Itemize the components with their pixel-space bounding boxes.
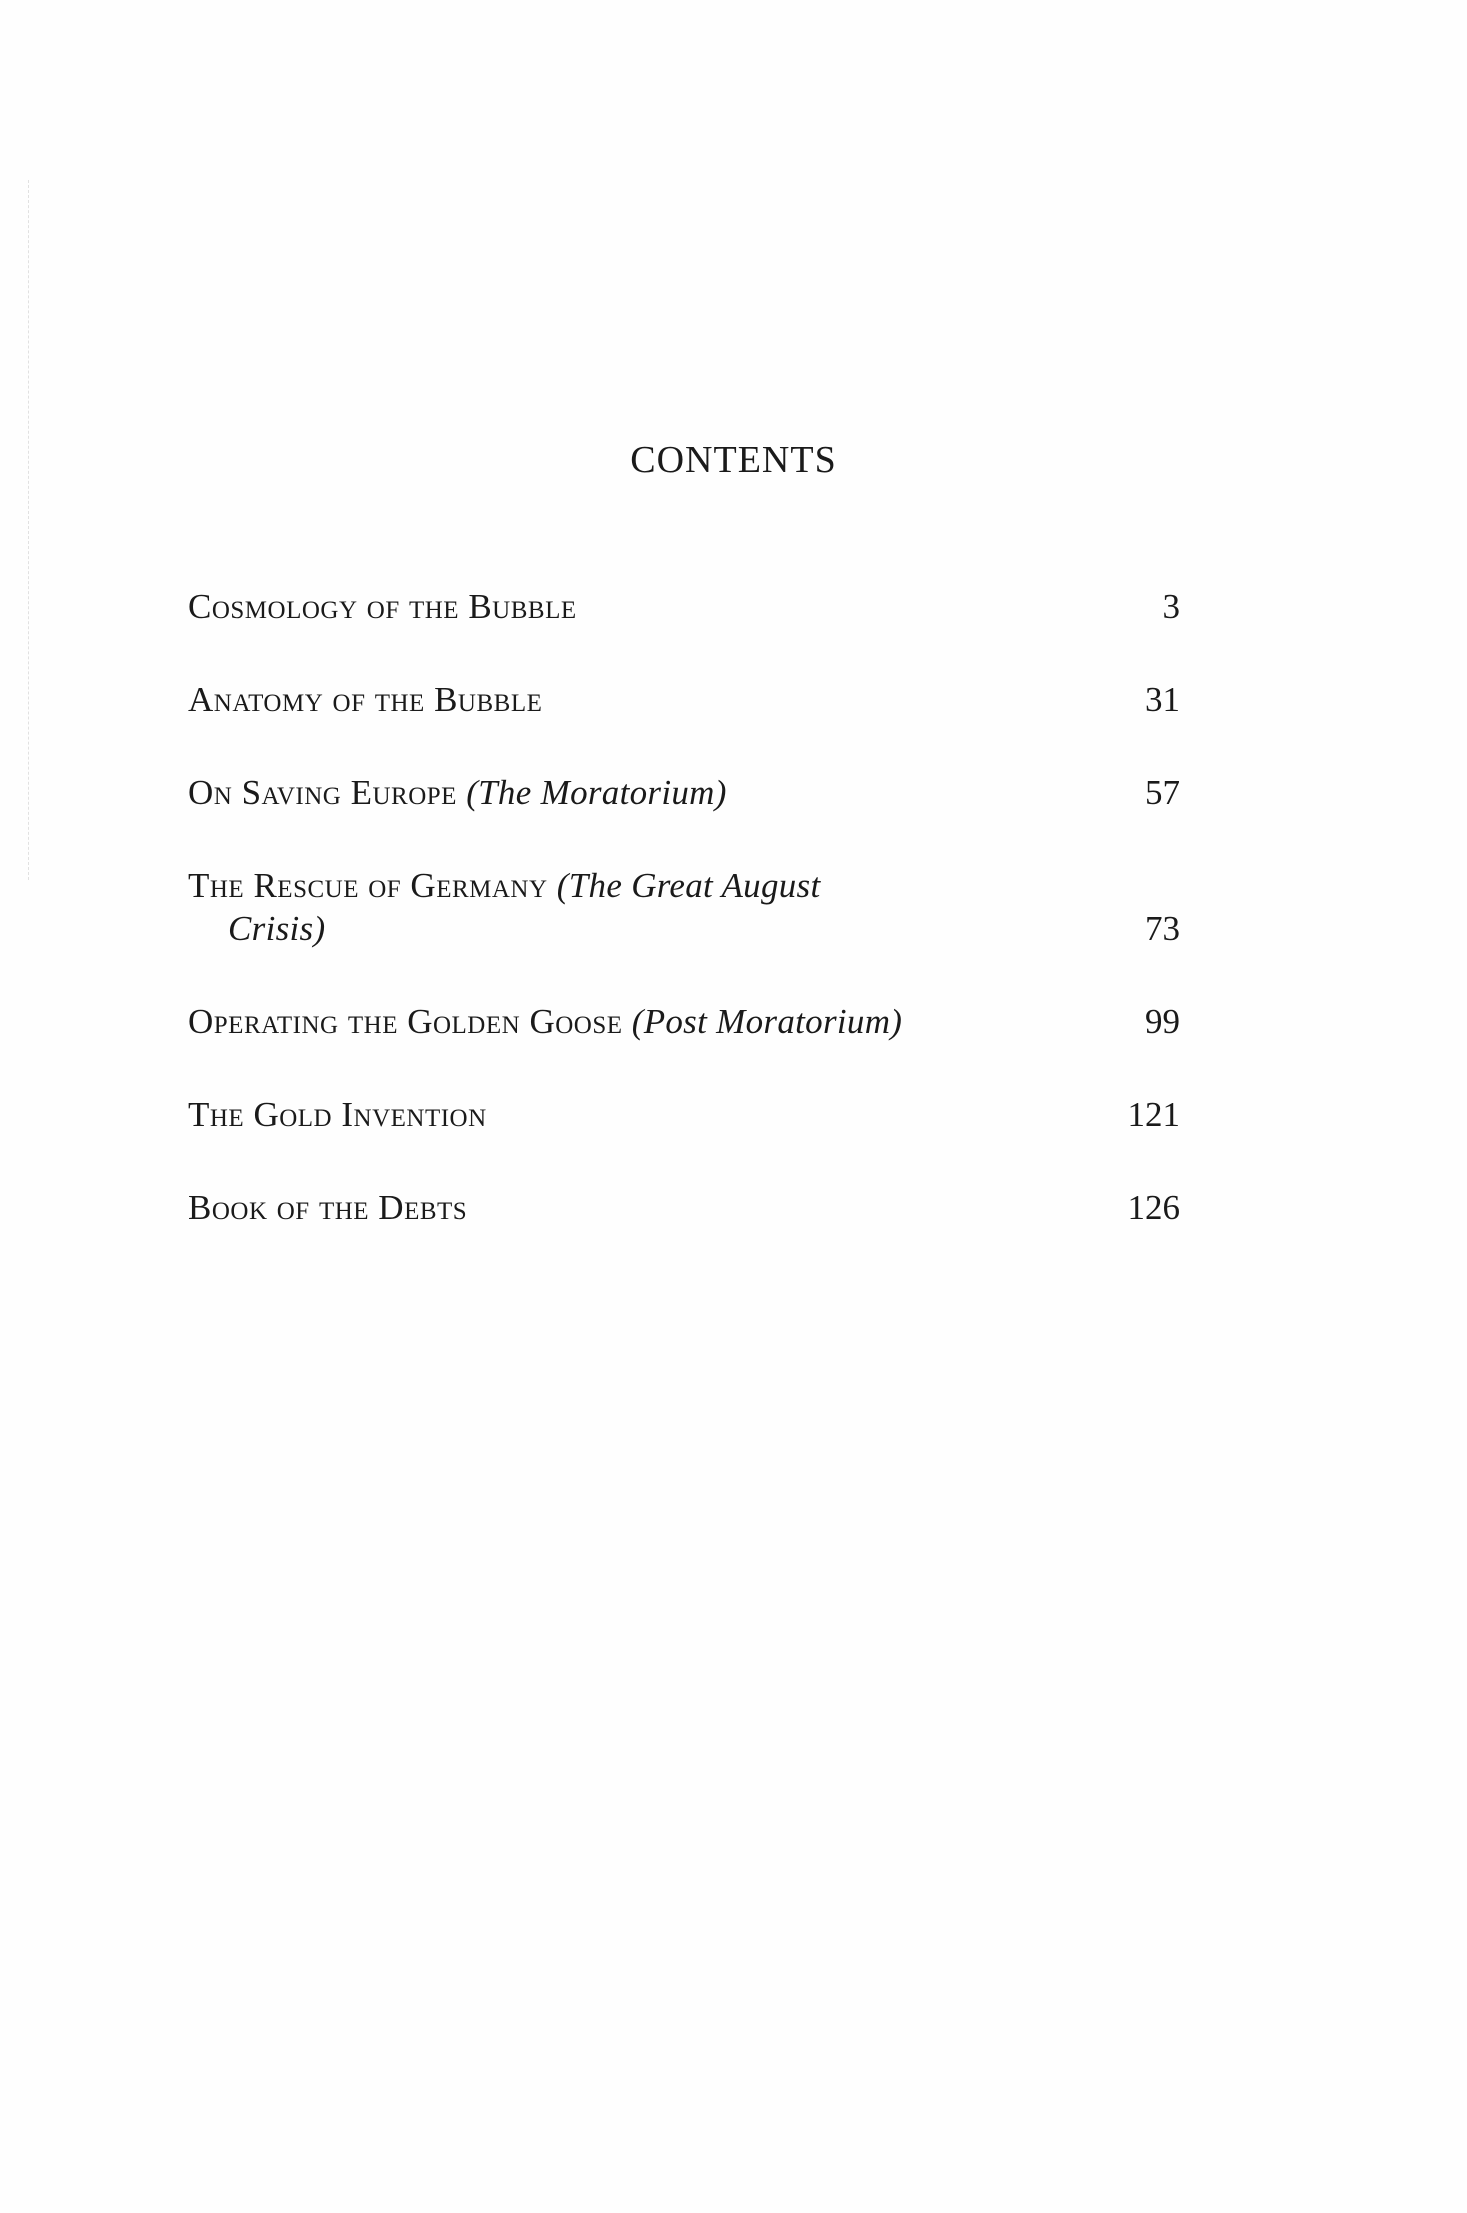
toc-entry-page: 57 xyxy=(1145,773,1180,812)
toc-entry-title-text: Cosmology of the Bubble xyxy=(188,587,577,626)
page-title: CONTENTS xyxy=(630,439,837,481)
toc-entry xyxy=(188,1093,1180,1136)
toc-entry xyxy=(188,585,1180,628)
toc-entry-title-text: On Saving Europe xyxy=(188,773,457,812)
toc-entry-title xyxy=(188,585,1048,628)
toc-entry-title xyxy=(188,1093,1048,1136)
toc-entry xyxy=(188,1186,1180,1229)
toc-entry xyxy=(188,864,1180,950)
toc-entry-page: 31 xyxy=(1145,680,1180,719)
toc-entry-title-text: Anatomy of the Bubble xyxy=(188,680,543,719)
toc-entry-subtitle: (Post Moratorium) xyxy=(631,1002,903,1041)
toc-entry-title xyxy=(188,771,1048,814)
toc-entry xyxy=(188,771,1180,814)
scan-artifact xyxy=(28,180,33,880)
table-of-contents xyxy=(188,585,1180,1279)
toc-entry-title xyxy=(188,678,1048,721)
toc-entry-title-text: The Gold Invention xyxy=(188,1095,487,1134)
toc-entry-subtitle-continued: Crisis) xyxy=(228,909,326,948)
toc-entry-page: 126 xyxy=(1127,1188,1180,1227)
toc-entry-title-text: The Rescue of Germany xyxy=(188,866,548,905)
toc-entry-page: 3 xyxy=(1162,587,1180,626)
toc-entry xyxy=(188,678,1180,721)
toc-entry-title xyxy=(188,1000,1048,1043)
toc-entry-title-text: Operating the Golden Goose xyxy=(188,1002,623,1041)
toc-entry-title xyxy=(188,1186,1048,1229)
toc-entry-title xyxy=(188,864,1048,950)
toc-entry-subtitle: (The Moratorium) xyxy=(466,773,727,812)
toc-entry-page: 99 xyxy=(1145,1002,1180,1041)
toc-entry xyxy=(188,1000,1180,1043)
toc-entry-title-text: Book of the Debts xyxy=(188,1188,468,1227)
toc-entry-subtitle: (The Great August xyxy=(556,866,821,905)
toc-entry-page: 121 xyxy=(1127,1095,1180,1134)
toc-entry-page: 73 xyxy=(1145,909,1180,948)
